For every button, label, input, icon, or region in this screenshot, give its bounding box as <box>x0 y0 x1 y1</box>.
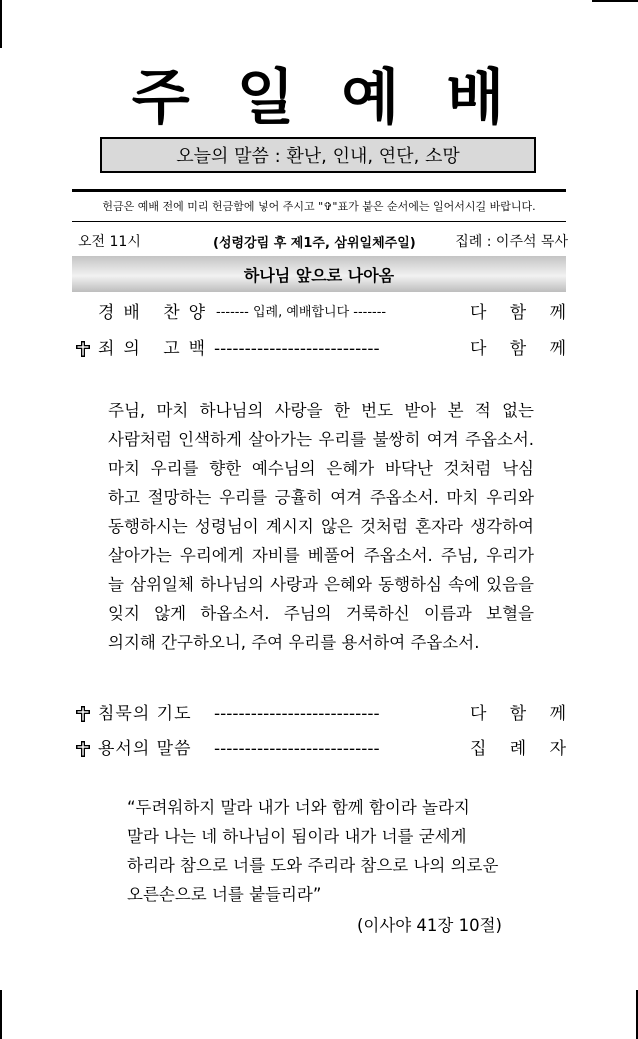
prayer-line: 늘 삼위일체 하나님의 사랑과 은혜와 동행하심 속에 있음을 <box>108 575 534 594</box>
who-char: 자 <box>549 739 566 759</box>
order-item-name: 경배 찬양 <box>98 303 215 323</box>
who-char: 께 <box>549 303 566 323</box>
who-char: 함 <box>509 339 527 359</box>
order-item-confession <box>76 336 566 362</box>
theme-text: 오늘의 말씀 : 환난, 인내, 연단, 소망 <box>176 146 460 167</box>
cross-icon <box>76 336 98 357</box>
who-char: 께 <box>549 339 566 359</box>
order-item-name: 용서의 말씀 <box>98 739 192 759</box>
crop-mark-bottom-left <box>0 990 2 1039</box>
prayer-line: 마치 우리를 향한 예수님의 은혜가 바닥난 것처럼 낙심 <box>108 459 534 478</box>
offering-notice: 헌금은 예배 전에 미리 헌금함에 넣어 주시고 "✞"표가 붙은 순서에는 일어서시길 바랍니다. <box>102 200 536 213</box>
who-char: 다 <box>470 303 487 323</box>
order-item-name: 침묵의 기도 <box>98 704 192 724</box>
order-item-absolution <box>76 736 566 762</box>
crop-mark-top-right <box>592 0 638 2</box>
who-char: 례 <box>509 739 527 759</box>
cross-icon <box>76 736 98 757</box>
prayer-line: 주님, 마치 하나님의 사랑을 한 번도 받아 본 적 없는 <box>108 401 534 420</box>
section-title: 하나님 앞으로 나아옴 <box>243 265 395 285</box>
verse-line: 오른손으로 너를 붙들리라” <box>127 885 322 904</box>
order-item-silent-prayer <box>76 701 566 727</box>
order-item-leader: --------------------------- <box>214 704 380 724</box>
cross-icon <box>76 701 98 722</box>
crop-mark-top-left <box>0 0 2 48</box>
prayer-line: 동행하시는 성령님이 계시지 않은 것처럼 혼자라 생각하여 <box>108 517 534 536</box>
service-info <box>78 231 568 253</box>
prayer-line: 잊지 않게 하옵소서. 주님의 거룩하신 이름과 보혈을 <box>108 604 534 623</box>
notice-divider <box>72 221 566 222</box>
order-item-worship <box>76 300 566 326</box>
prayer-line: 의지해 간구하오니, 주여 우리를 용서하여 주옵소서. <box>108 633 480 652</box>
scripture-quote <box>127 793 527 909</box>
order-item-leader: --------------------------- <box>214 739 380 759</box>
prayer-line: 하고 절망하는 우리를 긍휼히 여겨 주옵소서. 마치 우리와 <box>108 488 534 507</box>
order-item-leader: --------------------------- <box>214 339 380 359</box>
theme-box <box>100 137 536 173</box>
order-item-detail: ------- 입례, 예배합니다 ------- <box>216 305 387 320</box>
order-item-who <box>470 736 566 762</box>
scripture-reference: (이사야 41장 10절) <box>356 916 502 935</box>
who-char: 집 <box>470 739 487 759</box>
prayer-line: 사람처럼 인색하게 살아가는 우리를 불쌍히 여겨 주옵소서. <box>108 430 534 449</box>
verse-line: “두려워하지 말라 내가 너와 함께 함이라 놀라지 <box>127 798 470 817</box>
verse-line: 하리라 참으로 너를 도와 주리라 참으로 나의 의로운 <box>127 856 499 875</box>
top-divider <box>72 189 566 192</box>
who-char: 함 <box>509 303 527 323</box>
confession-prayer <box>108 396 534 657</box>
service-occasion: (성령강림 후 제1주, 삼위일체주일) <box>213 236 416 251</box>
verse-line: 말라 나는 네 하나님이 됨이라 내가 너를 굳세게 <box>127 827 467 846</box>
order-item-who <box>470 701 566 727</box>
service-time: 오전 11시 <box>78 234 141 250</box>
who-char: 다 <box>470 339 487 359</box>
page-title: 주 일 예 배 <box>131 63 507 133</box>
service-officiant: 집례 : 이주석 목사 <box>455 234 568 250</box>
who-char: 다 <box>470 704 487 724</box>
prayer-line: 살아가는 우리에게 자비를 베풀어 주옵소서. 주님, 우리가 <box>108 546 534 565</box>
order-item-who <box>470 300 566 326</box>
who-char: 께 <box>549 704 566 724</box>
order-item-name: 죄의 고백 <box>98 339 215 359</box>
who-char: 함 <box>509 704 527 724</box>
section-header <box>72 256 566 292</box>
order-item-who <box>470 336 566 362</box>
